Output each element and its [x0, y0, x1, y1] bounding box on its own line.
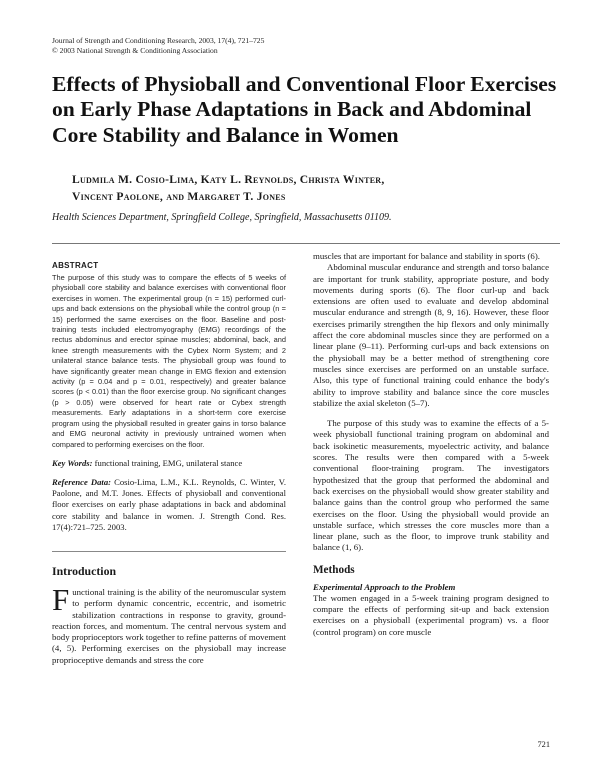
abstract-heading: ABSTRACT — [52, 261, 99, 270]
page-number: 721 — [537, 740, 550, 749]
authors-line-2: Vincent Paolone, and Margaret T. Jones — [72, 190, 286, 203]
affiliation: Health Sciences Department, Springfield College, Springfield, Massachusetts 01109. — [52, 212, 392, 223]
introduction-heading: Introduction — [52, 563, 117, 578]
drop-cap: F — [52, 581, 70, 617]
methods-heading: Methods — [313, 563, 355, 576]
journal-citation: Journal of Strength and Conditioning Research, 2003, 17(4), 721–725 — [52, 36, 265, 45]
article-title: Effects of Physioball and Conventional Floor Exercises on Early Phase Adaptations in Back and Abdominal Core Stability and Balance in Women — [52, 72, 557, 147]
journal-header — [52, 36, 264, 55]
continued-paragraph: muscles that are important for balance and stability in sports (6). — [313, 251, 540, 261]
introduction-paragraph — [52, 581, 286, 666]
paragraph-experimental-approach: The women engaged in a 5-week training program designed to compare the effects of performing sit-up and back extension exercises on a physioball (experimental program) vs. a floor (control program) on core muscle — [313, 592, 549, 637]
header-divider — [52, 243, 560, 244]
abstract-text: The purpose of this study was to compare the effects of 5 weeks of physioball core stability and balance exercises with conventional floor exercises in women. The experimental group (n = 15) performed curl-ups and back extensions on the physioball while the control group (n = 15) performed the same exercises on the floor. Baseline and post-training tests included electromyography (EMG) recordings of the rectus abdominus and erector spinae muscles; abdominal, back, and knee strength measurements with the Cybex Norm System; and 2 unilateral stance balance tests. The physioball group was found to have significantly greater mean change in EMG flexion and extension activity (p = 0.04 and p = 0.01, respectively) and greater balance scores (p < 0.01) than the floor exercise group. No significant changes (p > 0.05) were observed for heart rate or Cybex strength measurements. Early adaptations in a short-term core exercise program using the physioball resulted in greater gains in torso balance and EMG neuronal activity in previously untrained women when compared to performing exercises on the floor. — [52, 273, 286, 449]
introduction-text: unctional training is the ability of the neuromuscular system to perform dynamic concentric, eccentric, and isometric stabilization contractions in response to gravity, ground-reaction forces, and momentum. The central nervous system and body proprioceptors work together to refine patterns of movement (4, 5). Performing exercises on the physioball may increase proprioceptive demands and stress the core — [52, 586, 286, 665]
right-column — [313, 251, 549, 638]
keywords-text: functional training, EMG, unilateral stance — [92, 457, 243, 468]
reference-data — [52, 477, 286, 533]
journal-copyright: © 2003 National Strength & Conditioning Association — [52, 45, 218, 55]
author-list — [72, 171, 552, 205]
paragraph-purpose: The purpose of this study was to examine the effects of a 5-week physioball functional training program on abdominal and back isokinetic measurements, myoelectric activity, and balance scores. The results were then compared with a 5-week conventional floor-training program. The investigators hypothesized that the group that performed the abdominal and back exercises on the physioball would show greater stability and balance gains than the control group who performed the same exercises on the floor. Using the physioball would provide an unstable surface, which stresses the core muscles more than a linear plane, such as the floor, to improve trunk stability and balance (1, 6). — [313, 418, 549, 553]
section-divider — [52, 551, 286, 552]
reference-text: Cosio-Lima, L.M., K.L. Reynolds, C. Winter, V. Paolone, and M.T. Jones. Effects of physioball and conventional floor exercises on early phase adaptations in back and abdominal core stability and balance in women. J. Strength Cond. Res. 17(4):721–725. 2003. — [52, 476, 286, 532]
authors-line-1: Ludmila M. Cosio-Lima, Katy L. Reynolds, Christa Winter, — [72, 173, 385, 186]
paragraph-trunk-stability: Abdominal muscular endurance and strength and torso balance are important for trunk stability, appropriate posture, and body movements during sports (6). The floor curl-up and back extensions are often used to evaluate and develop abdominal muscular endurance and strength (8, 9, 16). However, these floor exercises primarily strengthen the hip flexors and only minimally affect the core abdominal muscles since they are performed on a linear plane (9–11). Performing curl-ups and back extensions on the physioball may be a better method of strengthening core muscles since exercises are performed on an unstable surface. Also, this type of functional training could enhance the body's ability to improve stability and balance since the core muscles stabilize the axial skeleton (5–7). — [313, 262, 549, 408]
reference-label: Reference Data: — [52, 476, 111, 487]
experimental-approach-heading: Experimental Approach to the Problem — [313, 581, 456, 592]
keywords — [52, 458, 286, 469]
left-column — [52, 261, 286, 666]
keywords-label: Key Words: — [52, 457, 93, 468]
